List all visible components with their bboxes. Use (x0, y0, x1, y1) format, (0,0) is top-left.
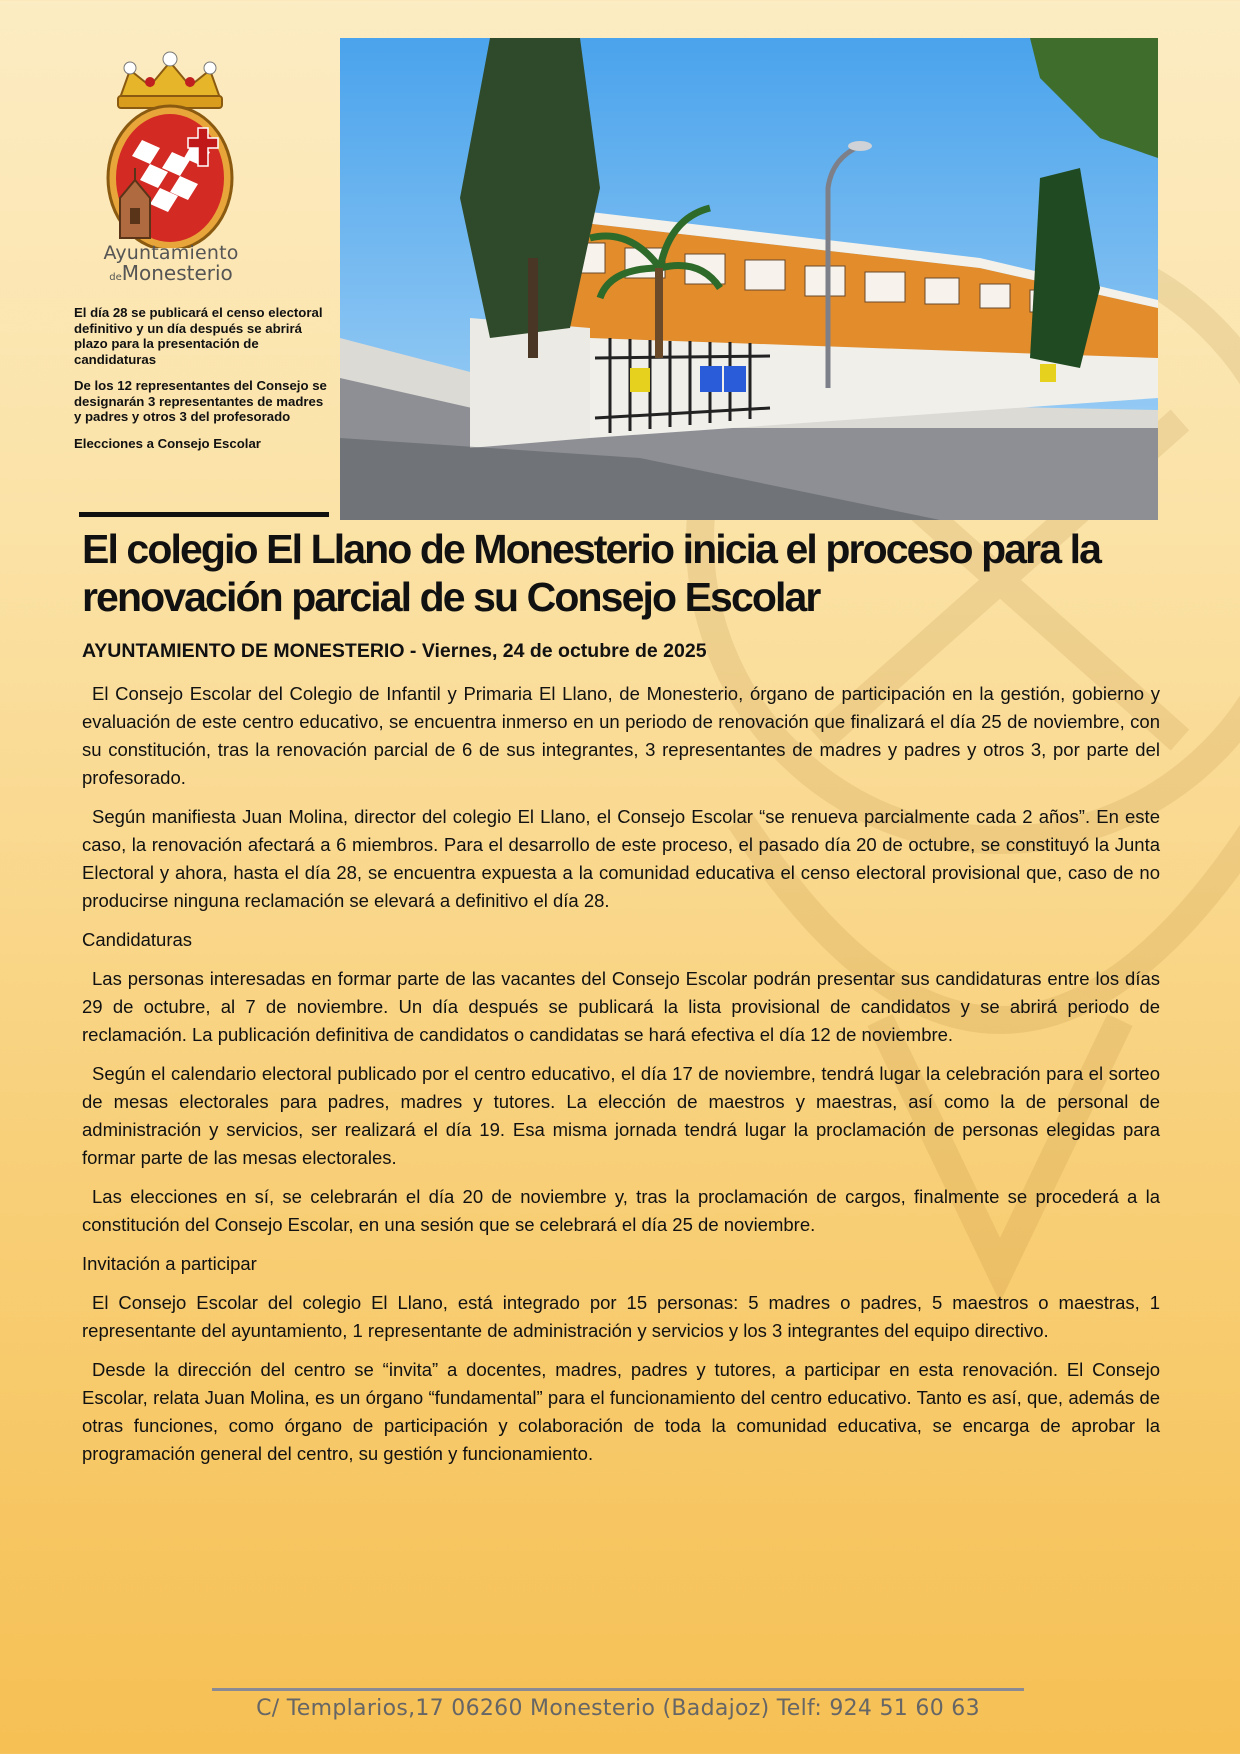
school-photo (340, 38, 1158, 520)
article-paragraph: Desde la dirección del centro se “invita” a docentes, madres, padres y tutores, a participar en esta renovación. El Consejo Escolar, relata Juan Molina, es un órgano “fundamental” para el funcionamiento del centro educativo. Tanto es así, que, además de otras funciones, como órgano de participación y colaboración de toda la comunidad educativa, se encarga de aprobar la programación general del centro, su gestión y funcionamiento. (82, 1359, 1160, 1464)
sidebar-item: El día 28 se publicará el censo electoral definitivo y un día después se abrirá plazo para la presentación de candidaturas (74, 305, 323, 367)
article-paragraph: Las personas interesadas en formar parte de las vacantes del Consejo Escolar podrán presentar sus candidaturas entre los días 29 de octubre, al 7 de noviembre. Un día después se publicará la lista provisional de candidatos y se abrirá periodo de reclamación. La publicación definitiva de candidatos o candidatas se hará efectiva el día 12 de noviembre. (82, 968, 1160, 1045)
article-paragraph: El Consejo Escolar del Colegio de Infantil y Primaria El Llano, de Monesterio, órgano de participación en la gestión, gobierno y evaluación de este centro educativo, se encuentra inmerso en un periodo de renovación que finalizará el día 25 de noviembre, con su constitución, tras la renovación parcial de 6 de sus integrantes, 3 representantes de madres y padres y otros 3, por parte del profesorado. (82, 683, 1160, 788)
logo-line-1: Ayuntamiento (103, 242, 239, 264)
footer-rule (212, 1688, 1024, 1691)
section-heading: Invitación a participar (82, 1253, 257, 1274)
logo-line-2: Monesterio (121, 261, 233, 285)
article-paragraph: Según manifiesta Juan Molina, director del colegio El Llano, el Consejo Escolar “se renueva parcialmente cada 2 años”. En este caso, la renovación afectará a 6 miembros. Para el desarrollo de este proceso, el pasado día 20 de octubre, se constituyó la Junta Electoral y ahora, hasta el día 28, se encuentra expuesta a la comunidad educativa el censo electoral provisional que, caso de no producirse ninguna reclamación se elevará a definitivo el día 28. (82, 806, 1160, 911)
logo-prefix: de (109, 272, 122, 283)
article-paragraph: Según el calendario electoral publicado por el centro educativo, el día 17 de noviembre, tendrá lugar la celebración para el sorteo de mesas electorales para padres, madres y tutores. La elección de maestros y maestras, así como la de personal de administración y servicios, ser realizará el día 19. Esa misma jornada tendrá lugar la proclamación de personas elegidas para formar parte de las mesas electorales. (82, 1063, 1160, 1168)
sidebar-item: De los 12 representantes del Consejo se designarán 3 representantes de madres y padres y otros 3 del profesorado (74, 378, 327, 424)
sidebar-item: Elecciones a Consejo Escolar (74, 435, 261, 451)
crown-icon (118, 52, 222, 108)
section-heading: Candidaturas (82, 929, 193, 950)
municipality-name (76, 244, 266, 283)
byline: AYUNTAMIENTO DE MONESTERIO - Viernes, 24 de octubre de 2025 (82, 640, 707, 662)
sidebar-rule (79, 512, 329, 517)
footer-address: C/ Templarios,17 06260 Monesterio (Badajoz) Telf: 924 51 60 63 (256, 1696, 980, 1721)
sidebar-summary (74, 305, 330, 462)
article-body (82, 680, 1160, 1479)
article-paragraph: El Consejo Escolar del colegio El Llano, está integrado por 15 personas: 5 madres o padres, 5 maestros o maestras, 1 representante del ayuntamiento, 1 representante de administración y servicios y los 3 integrantes del equipo directivo. (82, 1292, 1160, 1341)
article-paragraph: Las elecciones en sí, se celebrarán el día 20 de noviembre y, tras la proclamación de cargos, finalmente se procederá a la constitución del Consejo Escolar, en una sesión que se celebrará el día 25 de noviembre. (82, 1186, 1160, 1235)
page-title: El colegio El Llano de Monesterio inicia el proceso para la renovación parcial de su Consejo Escolar (82, 526, 1100, 620)
